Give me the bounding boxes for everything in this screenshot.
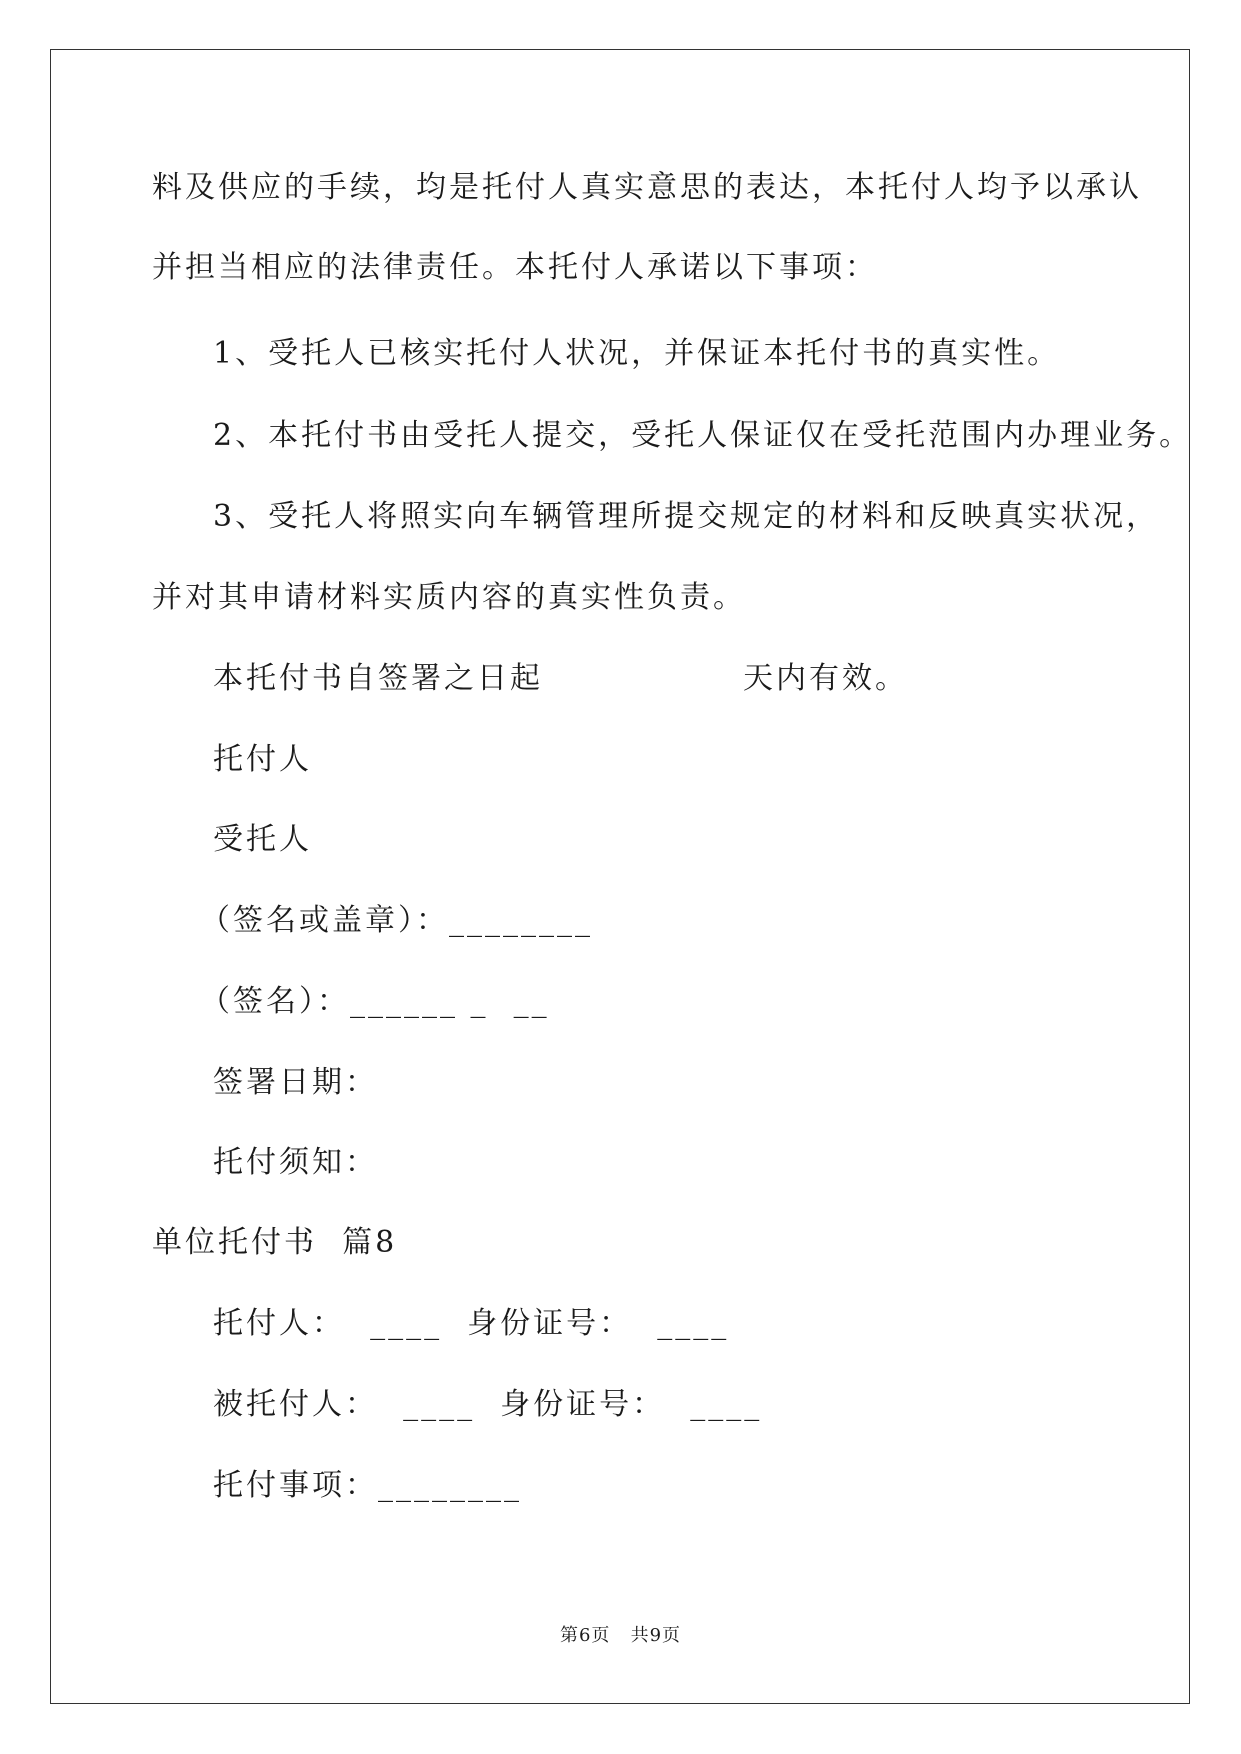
list-item-3: 3、受托人将照实向车辆管理所提交规定的材料和反映真实状况，	[213, 499, 1160, 534]
sign-date-label: 签署日期：	[213, 1065, 378, 1100]
page-number: 第6页 共9页	[559, 1625, 682, 1646]
validity-prefix: 本托付书自签署之日起	[213, 661, 543, 696]
delegate-row: 被托付人： ____ 身份证号： ____	[213, 1387, 763, 1422]
paragraph-line: 并对其申请材料实质内容的真实性负责。	[152, 580, 746, 615]
paragraph-line: 并担当相应的法律责任。本托付人承诺以下事项：	[152, 250, 878, 285]
validity-suffix: 天内有效。	[743, 661, 908, 696]
principal-row: 托付人： ____ 身份证号： ____	[213, 1306, 730, 1341]
list-item-2: 2、本托付书由受托人提交，受托人保证仅在受托范围内办理业务。	[213, 418, 1193, 453]
matter-row: 托付事项：________	[213, 1468, 522, 1503]
page-border	[50, 49, 1193, 1704]
agent-label: 受托人	[213, 822, 312, 857]
signature-field: （签名）：______ _ __	[200, 984, 550, 1019]
principal-label: 托付人	[213, 742, 312, 777]
section-title: 单位托付书 篇8	[152, 1225, 398, 1260]
paragraph-line: 料及供应的手续，均是托付人真实意思的表达，本托付人均予以承认	[152, 170, 1142, 205]
list-item-1: 1、受托人已核实托付人状况，并保证本托付书的真实性。	[213, 336, 1061, 371]
sign-or-seal-field: （签名或盖章）：________	[200, 903, 593, 938]
notice-label: 托付须知：	[213, 1145, 378, 1180]
